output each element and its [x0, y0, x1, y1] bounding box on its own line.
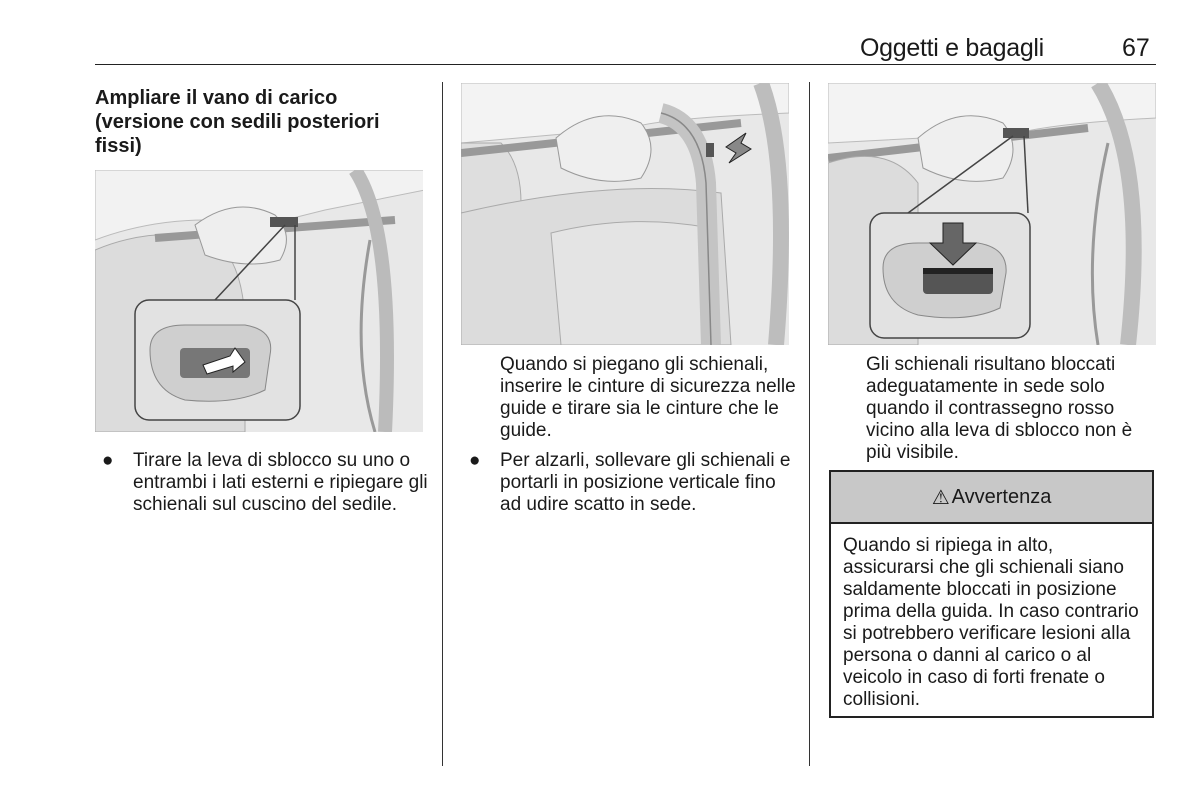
list-item	[102, 450, 433, 516]
warning-header	[831, 472, 1152, 524]
belt-guide-illustration	[461, 83, 789, 345]
warning-triangle-icon: ⚠	[931, 486, 950, 509]
bullet-icon: ●	[469, 450, 481, 471]
bullet-icon: ●	[102, 450, 114, 471]
warning-text: Quando si ripiega in alto, assicurarsi che gli schienali siano saldamente bloccati in posizione prima della guida. In caso contrario si potrebbero verificare lesioni alla persona o danni al carico o al veicolo in caso di forti frenate o collisioni.	[843, 535, 1139, 710]
column-divider-1	[442, 82, 443, 766]
header-rule	[95, 64, 1156, 65]
figure-release-lever	[95, 170, 423, 432]
figure-belt-guide	[461, 83, 789, 345]
section-heading: Ampliare il vano di carico (versione con sedili posteriori fissi)	[95, 87, 380, 157]
lock-indicator-paragraph: Gli schienali risultano bloccati adeguatamente in sede solo quando il contrassegno rosso vicino alla leva di sblocco non è più visibile.	[866, 354, 1133, 463]
bullet-text: Per alzarli, sollevare gli schienali e portarli in posizione verticale fino ad udire scatto in sede.	[500, 450, 791, 515]
release-lever-illustration	[95, 170, 423, 432]
bullet-text: Tirare la leva di sblocco su uno o entrambi i lati esterni e ripiegare gli schienali sul cuscino del sedile.	[133, 450, 428, 515]
belt-guide-paragraph: Quando si piegano gli schienali, inserire le cinture di sicurezza nelle guide e tirare sia le cinture che le guide.	[500, 354, 796, 441]
list-item	[469, 450, 800, 516]
column-divider-2	[809, 82, 810, 766]
lock-indicator-illustration	[828, 83, 1156, 345]
section-title: Oggetti e bagagli	[860, 34, 1044, 62]
page-number: 67	[1122, 34, 1150, 62]
warning-box	[829, 470, 1154, 718]
figure-lock-indicator	[828, 83, 1156, 345]
warning-title: Avvertenza	[951, 485, 1052, 508]
